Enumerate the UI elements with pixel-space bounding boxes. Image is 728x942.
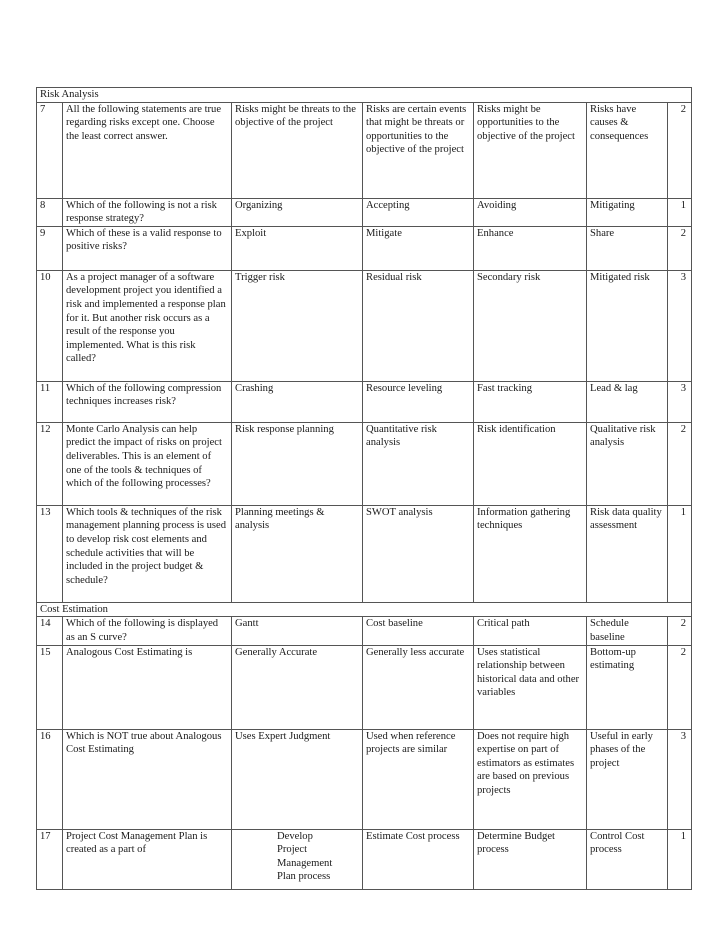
table-row — [37, 729, 692, 829]
option-b: Used when reference projects are similar — [363, 729, 474, 829]
option-b: Residual risk — [363, 270, 474, 381]
question-number: 7 — [37, 102, 63, 198]
question-number: 12 — [37, 422, 63, 505]
table-row — [37, 505, 692, 602]
option-a: Gantt — [232, 617, 363, 645]
answer-key: 1 — [668, 829, 692, 889]
answer-key: 3 — [668, 270, 692, 381]
question-number: 13 — [37, 505, 63, 602]
option-c: Information gathering techniques — [474, 505, 587, 602]
question-number: 10 — [37, 270, 63, 381]
option-c: Determine Budget process — [474, 829, 587, 889]
option-a: Risk response planning — [232, 422, 363, 505]
answer-key: 1 — [668, 505, 692, 602]
question-text: Which tools & techniques of the risk management planning process is used to develop risk cost elements and schedule activities that will be included in the project budget & schedule? — [63, 505, 232, 602]
option-d: Share — [587, 226, 668, 270]
option-b: Risks are certain events that might be threats or opportunities to the objective of the project — [363, 102, 474, 198]
answer-key: 2 — [668, 422, 692, 505]
option-a: Crashing — [232, 381, 363, 422]
question-text: Project Cost Management Plan is created as a part of — [63, 829, 232, 889]
option-a: Planning meetings & analysis — [232, 505, 363, 602]
option-b: Mitigate — [363, 226, 474, 270]
question-text: Which of the following is not a risk response strategy? — [63, 198, 232, 226]
option-c: Critical path — [474, 617, 587, 645]
quiz-table — [36, 87, 692, 890]
option-b: SWOT analysis — [363, 505, 474, 602]
question-text: Which is NOT true about Analogous Cost Estimating — [63, 729, 232, 829]
option-d: Bottom-up estimating — [587, 645, 668, 729]
question-text: Monte Carlo Analysis can help predict the impact of risks on project deliverables. This is an element of one of the tools & techniques of which of the following processes? — [63, 422, 232, 505]
table-row — [37, 198, 692, 226]
question-number: 16 — [37, 729, 63, 829]
option-b: Accepting — [363, 198, 474, 226]
option-c: Risks might be opportunities to the objective of the project — [474, 102, 587, 198]
option-a — [232, 829, 363, 889]
table-row — [37, 617, 692, 645]
answer-key: 2 — [668, 226, 692, 270]
option-d: Control Cost process — [587, 829, 668, 889]
table-row — [37, 829, 692, 889]
table-row — [37, 270, 692, 381]
table-row — [37, 226, 692, 270]
option-c: Risk identification — [474, 422, 587, 505]
table-row — [37, 645, 692, 729]
answer-key: 3 — [668, 381, 692, 422]
option-a: Exploit — [232, 226, 363, 270]
question-text: Which of the following is displayed as an S curve? — [63, 617, 232, 645]
option-a: Generally Accurate — [232, 645, 363, 729]
section-title: Risk Analysis — [37, 88, 692, 103]
table-row — [37, 102, 692, 198]
option-d: Lead & lag — [587, 381, 668, 422]
question-text: All the following statements are true regarding risks except one. Choose the least correct answer. — [63, 102, 232, 198]
question-number: 17 — [37, 829, 63, 889]
option-c: Does not require high expertise on part of estimators as estimates are based on previous projects — [474, 729, 587, 829]
option-a: Risks might be threats to the objective of the project — [232, 102, 363, 198]
option-b: Quantitative risk analysis — [363, 422, 474, 505]
option-d: Mitigating — [587, 198, 668, 226]
option-a: Uses Expert Judgment — [232, 729, 363, 829]
option-d: Mitigated risk — [587, 270, 668, 381]
question-text: Which of the following compression techniques increases risk? — [63, 381, 232, 422]
question-text: Analogous Cost Estimating is — [63, 645, 232, 729]
option-c: Secondary risk — [474, 270, 587, 381]
option-d: Risk data quality assessment — [587, 505, 668, 602]
section-header-row — [37, 88, 692, 103]
question-number: 15 — [37, 645, 63, 729]
answer-key: 1 — [668, 198, 692, 226]
table-row — [37, 381, 692, 422]
question-number: 9 — [37, 226, 63, 270]
option-b: Cost baseline — [363, 617, 474, 645]
question-text: As a project manager of a software development project you identified a risk and implemented a response plan for it. But another risk occurs as a result of the response you implemented. What is this risk called? — [63, 270, 232, 381]
option-b: Generally less accurate — [363, 645, 474, 729]
question-text: Which of these is a valid response to positive risks? — [63, 226, 232, 270]
option-b: Resource leveling — [363, 381, 474, 422]
option-d: Risks have causes & consequences — [587, 102, 668, 198]
option-d: Qualitative risk analysis — [587, 422, 668, 505]
option-a-text: Develop Project Management Plan process — [277, 830, 333, 883]
answer-key: 2 — [668, 645, 692, 729]
answer-key: 2 — [668, 102, 692, 198]
table-row — [37, 422, 692, 505]
option-a: Trigger risk — [232, 270, 363, 381]
section-header-row — [37, 602, 692, 617]
option-c: Avoiding — [474, 198, 587, 226]
answer-key: 3 — [668, 729, 692, 829]
option-c: Enhance — [474, 226, 587, 270]
option-d: Useful in early phases of the project — [587, 729, 668, 829]
question-number: 11 — [37, 381, 63, 422]
option-c: Fast tracking — [474, 381, 587, 422]
option-b: Estimate Cost process — [363, 829, 474, 889]
option-d: Schedule baseline — [587, 617, 668, 645]
option-a: Organizing — [232, 198, 363, 226]
question-number: 8 — [37, 198, 63, 226]
question-number: 14 — [37, 617, 63, 645]
option-c: Uses statistical relationship between historical data and other variables — [474, 645, 587, 729]
answer-key: 2 — [668, 617, 692, 645]
section-title: Cost Estimation — [37, 602, 692, 617]
